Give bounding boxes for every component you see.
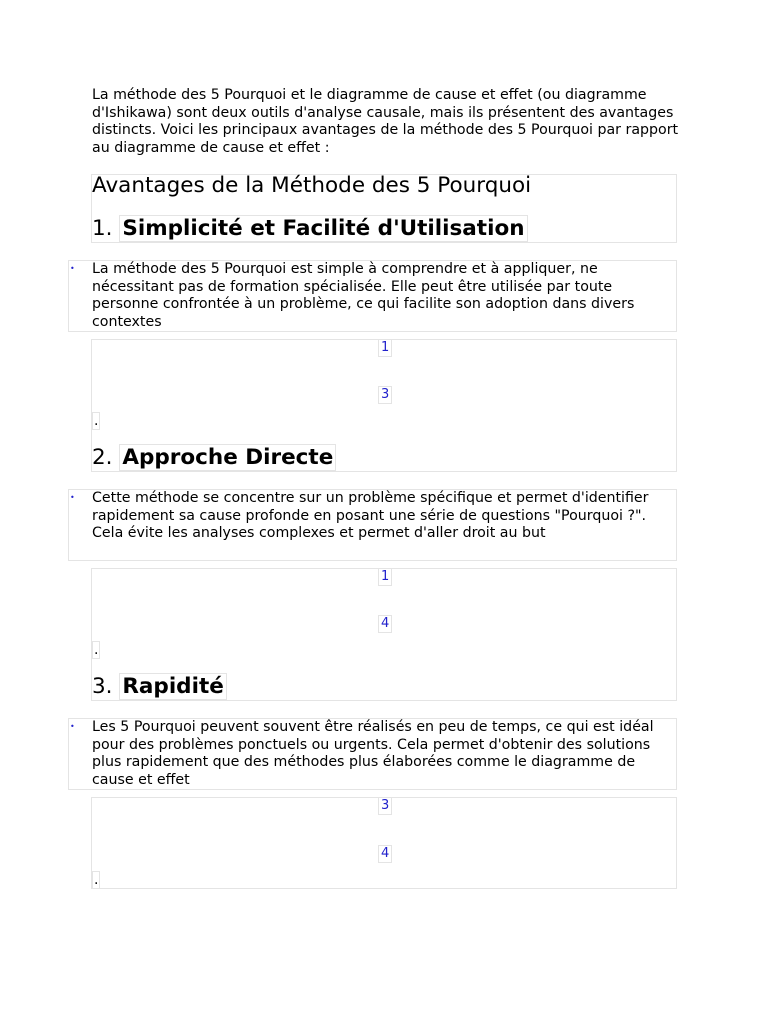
- section-number: 3.: [92, 674, 113, 699]
- bullet-text: Cette méthode se concentre sur un problème spécifique et permet d'identifier rapidement sa cause profonde en posant une série de questions "Pourquoi ?". Cela évite les analyses complexes et permet d'aller droit au but: [92, 490, 649, 542]
- reference-link[interactable]: 3: [378, 386, 392, 404]
- main-heading: Avantages de la Méthode des 5 Pourquoi: [92, 173, 532, 198]
- section-title: Approche Directe: [119, 444, 336, 471]
- section-number: 2.: [92, 445, 113, 470]
- bullet-dot-icon: •: [70, 722, 75, 731]
- section-number: 1.: [92, 216, 113, 241]
- section-heading-3: [92, 673, 227, 701]
- reference-link[interactable]: 4: [378, 845, 392, 863]
- section-heading-2: [92, 444, 336, 472]
- reference-link[interactable]: 3: [378, 797, 392, 815]
- intro-paragraph: La méthode des 5 Pourquoi et le diagramme de cause et effet (ou diagramme d'Ishikawa) sont deux outils d'analyse causale, mais ils présentent des avantages distincts. Voici les principaux avantages de la méthode des 5 Pourquoi par rapport au diagramme de cause et effet :: [92, 87, 679, 156]
- reference-link[interactable]: 1: [378, 339, 392, 357]
- sentence-end: .: [94, 872, 99, 888]
- bullet-text: La méthode des 5 Pourquoi est simple à comprendre et à appliquer, ne nécessitant pas de formation spécialisée. Elle peut être utilisée par toute personne confrontée à un problème, ce qui facilite son adoption dans divers contextes: [92, 261, 635, 330]
- section-title: Rapidité: [119, 673, 226, 700]
- section-heading-1: [92, 215, 528, 243]
- bullet-dot-icon: •: [70, 493, 75, 502]
- sentence-end: .: [94, 642, 99, 658]
- bullet-dot-icon: •: [70, 264, 75, 273]
- sentence-end: .: [94, 413, 99, 429]
- reference-link[interactable]: 4: [378, 615, 392, 633]
- reference-link[interactable]: 1: [378, 568, 392, 586]
- section-title: Simplicité et Facilité d'Utilisation: [119, 215, 527, 242]
- bullet-text: Les 5 Pourquoi peuvent souvent être réalisés en peu de temps, ce qui est idéal pour des problèmes ponctuels ou urgents. Cela permet d'obtenir des solutions plus rapidement que des méthodes plus élaborées comme le diagramme de cause et effet: [92, 719, 654, 788]
